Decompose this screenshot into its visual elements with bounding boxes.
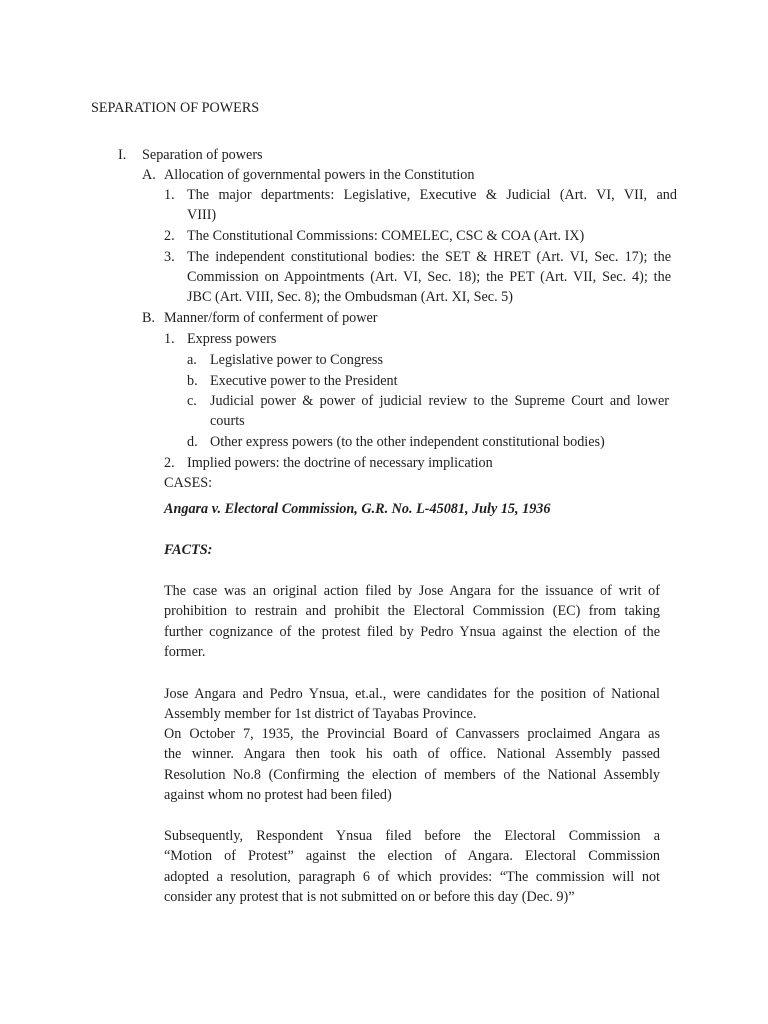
case-title: Angara v. Electoral Commission, G.R. No. L-45081, July 15, 1936	[164, 501, 551, 517]
outline-marker-B1d: d.	[187, 434, 198, 450]
facts-paragraph-3	[164, 724, 660, 806]
paragraph-line: further cognizance of the protest filed by Pedro Ynsua against the election of the	[164, 623, 660, 640]
outline-item-A1-line1: The major departments: Legislative, Executive & Judicial (Art. VI, VII, and	[187, 187, 677, 203]
outline-marker-I: I.	[118, 147, 127, 163]
outline-item-B1b: Executive power to the President	[210, 373, 398, 389]
outline-item-B2: Implied powers: the doctrine of necessary implication	[187, 455, 493, 471]
outline-marker-A: A.	[142, 167, 156, 183]
paragraph-line: The case was an original action filed by Jose Angara for the issuance of writ of	[164, 583, 660, 599]
paragraph-line: Jose Angara and Pedro Ynsua, et.al., were candidates for the position of National	[164, 686, 660, 702]
outline-item-I: Separation of powers	[142, 147, 263, 163]
paragraph-line: On October 7, 1935, the Provincial Board of Canvassers proclaimed Angara as	[164, 726, 660, 742]
paragraph-line: Subsequently, Respondent Ynsua filed before the Electoral Commission a	[164, 828, 660, 844]
paragraph-line: adopted a resolution, paragraph 6 of which provides: “The commission will not	[164, 868, 660, 885]
outline-marker-A1: 1.	[164, 187, 175, 203]
paragraph-line: former.	[164, 644, 206, 661]
paragraph-line: prohibition to restrain and prohibit the Electoral Commission (EC) from taking	[164, 603, 660, 620]
outline-item-A: Allocation of governmental powers in the Constitution	[164, 167, 475, 183]
outline-marker-A3: 3.	[164, 249, 175, 265]
paragraph-line: against whom no protest had been filed)	[164, 787, 392, 804]
facts-heading: FACTS:	[164, 542, 213, 558]
outline-item-B1a: Legislative power to Congress	[210, 352, 383, 368]
outline-marker-B1: 1.	[164, 331, 175, 347]
outline-item-A3-line2: Commission on Appointments (Art. VI, Sec. 18); the PET (Art. VII, Sec. 4); the	[187, 269, 671, 285]
facts-paragraph-2	[164, 684, 660, 725]
outline-item-B: Manner/form of conferment of power	[164, 310, 378, 326]
facts-paragraph-4	[164, 826, 660, 908]
outline-item-A1-line2: VIII)	[187, 207, 217, 223]
paragraph-line: Resolution No.8 (Confirming the election of members of the National Assembly	[164, 766, 660, 783]
facts-paragraph-1	[164, 581, 660, 663]
outline-marker-B1b: b.	[187, 373, 198, 389]
outline-item-A3-line1: The independent constitutional bodies: the SET & HRET (Art. VI, Sec. 17); the	[187, 249, 671, 265]
outline-marker-B2: 2.	[164, 455, 175, 471]
paragraph-line: the winner. Angara then took his oath of office. National Assembly passed	[164, 746, 660, 763]
outline-item-A2: The Constitutional Commissions: COMELEC, CSC & COA (Art. IX)	[187, 228, 585, 244]
paragraph-line: Assembly member for 1st district of Tayabas Province.	[164, 706, 477, 723]
outline-item-B1c-line2: courts	[210, 413, 245, 429]
outline-marker-B1a: a.	[187, 352, 197, 368]
paragraph-line: consider any protest that is not submitted on or before this day (Dec. 9)”	[164, 889, 575, 906]
document-title: SEPARATION OF POWERS	[91, 100, 260, 116]
outline-item-B1c-line1: Judicial power & power of judicial review to the Supreme Court and lower	[210, 393, 669, 409]
cases-label: CASES:	[164, 475, 213, 491]
outline-marker-A2: 2.	[164, 228, 175, 244]
outline-item-A3-line3: JBC (Art. VIII, Sec. 8); the Ombudsman (Art. XI, Sec. 5)	[187, 289, 513, 305]
paragraph-line: “Motion of Protest” against the election of Angara. Electoral Commission	[164, 848, 660, 865]
outline-item-B1d: Other express powers (to the other independent constitutional bodies)	[210, 434, 605, 450]
outline-marker-B: B.	[142, 310, 156, 326]
outline-item-B1: Express powers	[187, 331, 277, 347]
outline-marker-B1c: c.	[187, 393, 197, 409]
